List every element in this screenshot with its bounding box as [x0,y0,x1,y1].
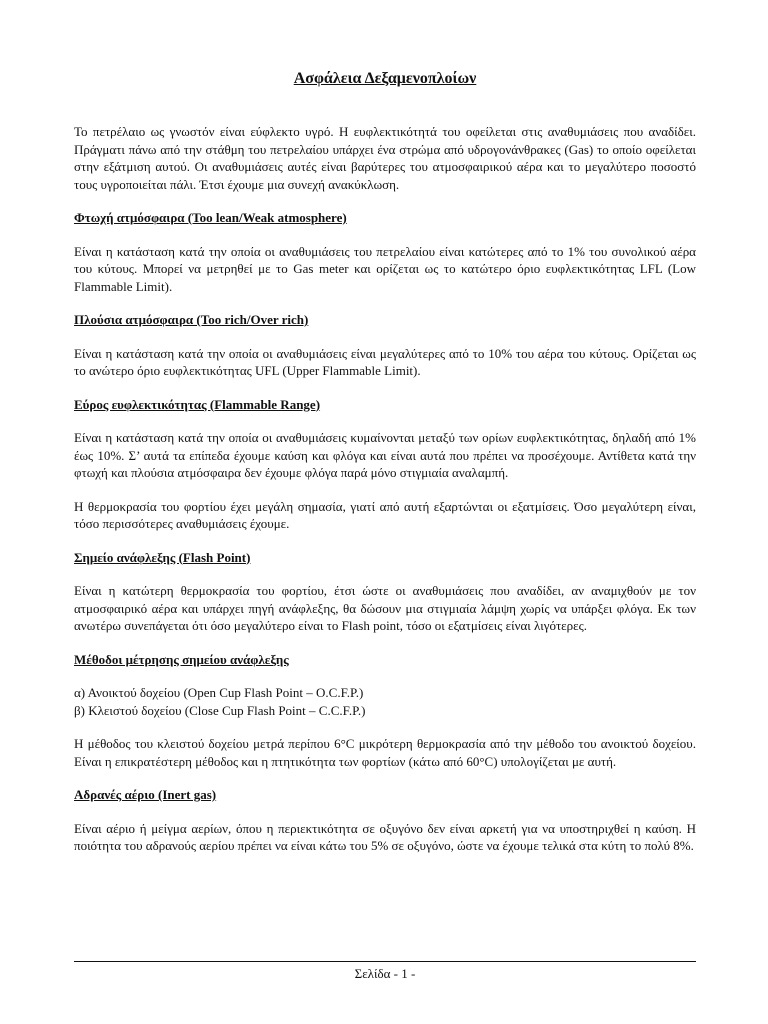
section-heading-inert: Αδρανές αέριο (Inert gas) [74,787,217,802]
intro-paragraph: Το πετρέλαιο ως γνωστόν είναι εύφλεκτο υγρό. Η ευφλεκτικότητά του οφείλεται στις αναθυμιάσεις που αναδίδει. Πράγματι πάνω από την στάθμη του πετρελαίου υπάρχει ένα στρώμα από υδρογονάνθρακες (Gas) το οποίο οφείλεται στην εξάτμιση αυτού. Οι αναθυμιάσεις αυτές είναι βαρύτερες του ατμοσφαιρικού αέρα και το μεγαλύτερο ποσοστό τους υγροποιείται πάλι. Έτσι έχουμε μια συνεχή ανακύκλωση. [74,124,696,192]
section-heading-methods: Μέθοδοι μέτρησης σημείου ανάφλεξης [74,651,289,667]
document-page [74,0,696,1024]
section-heading-lean: Φτωχή ατμόσφαιρα (Too lean/Weak atmosphere) [74,210,347,225]
section-body-rich: Είναι η κατάσταση κατά την οποία οι αναθυμιάσεις είναι μεγαλύτερες από το 10% του αέρα του κύτους. Ορίζεται ως το ανώτερο όριο ευφλεκτικότητας UFL (Upper Flammable Limit). [74,345,696,378]
section-body-range-1: Είναι η κατάσταση κατά την οποία οι αναθυμιάσεις κυμαίνονται μεταξύ των ορίων ευφλεκτικότητας, δηλαδή από 1% έως 10%. Σ’ αυτά τα επίπεδα έχουμε καύση και φλόγα και είναι αυτά που πρέπει να προσέχουμε. Αντίθετα κατά την φτωχή και πλούσια ατμόσφαιρα δεν έχουμε φλόγα παρά μόνο στιγμιαία αναλαμπή. [74,430,696,480]
methods-list [74,684,696,719]
page-number: Σελίδα - 1 - [354,966,416,981]
footer-divider [74,961,696,962]
section-body-lean: Είναι η κατάσταση κατά την οποία οι αναθυμιάσεις του πετρελαίου είναι κατώτερες από το 1% του συνολικού αέρα του κύτους. Μπορεί να μετρηθεί με το Gas meter και ορίζεται ως το κατώτερο όριο ευφλεκτικότητας LFL (Low Flammable Limit). [74,243,696,294]
document-title: Ασφάλεια Δεξαμενοπλοίων [293,70,477,87]
section-body-methods: Η μέθοδος του κλειστού δοχείου μετρά περίπου 6°C μικρότερη θερμοκρασία από την μέθοδο του ανοικτού δοχείου. Είναι η επικρατέστερη μέθοδος και η πτητικότητα των φορτίων (κάτω από 60°C) υπολογίζεται με αυτή. [74,736,696,769]
section-body-range-2: Η θερμοκρασία του φορτίου έχει μεγάλη σημασία, γιατί από αυτή εξαρτώνται οι εξατμίσεις. Όσο μεγαλύτερη είναι, τόσο περισσότερες αναθυμιάσεις έχουμε. [74,498,696,531]
section-heading-flash: Σημείο ανάφλεξης (Flash Point) [74,549,251,565]
methods-item-b: β) Κλειστού δοχείου (Close Cup Flash Point – C.C.F.P.) [74,702,366,718]
section-body-inert: Είναι αέριο ή μείγμα αερίων, όπου η περιεκτικότητα σε οξυγόνο δεν είναι αρκετή για να υποστηριχθεί η καύση. Η ποιότητα του αδρανούς αερίου πρέπει να είναι κάτω του 5% σε οξυγόνο, ώστε να έχουμε τελικά στα κύτη το πολύ 8%. [74,820,696,853]
document-body [74,123,696,871]
methods-item-a: α) Ανοικτού δοχείου (Open Cup Flash Point – O.C.F.P.) [74,685,364,700]
section-body-flash: Είναι η κατώτερη θερμοκρασία του φορτίου, έτσι ώστε οι αναθυμιάσεις που αναδίδει, αν αναμιχθούν με τον ατμοσφαιρικό αέρα και υπάρχει πηγή ανάφλεξης, θα δώσουν μια στιγμιαία λάμψη χωρίς να υπάρξει φλόγα. Εκ των ανωτέρω συνεπάγεται ότι όσο μεγαλύτερο είναι το Flash point, τόσο οι εξατμίσεις είναι λιγότερες. [74,583,696,633]
section-heading-rich: Πλούσια ατμόσφαιρα (Too rich/Over rich) [74,312,309,327]
section-heading-range: Εύρος ευφλεκτικότητας (Flammable Range) [74,396,321,412]
